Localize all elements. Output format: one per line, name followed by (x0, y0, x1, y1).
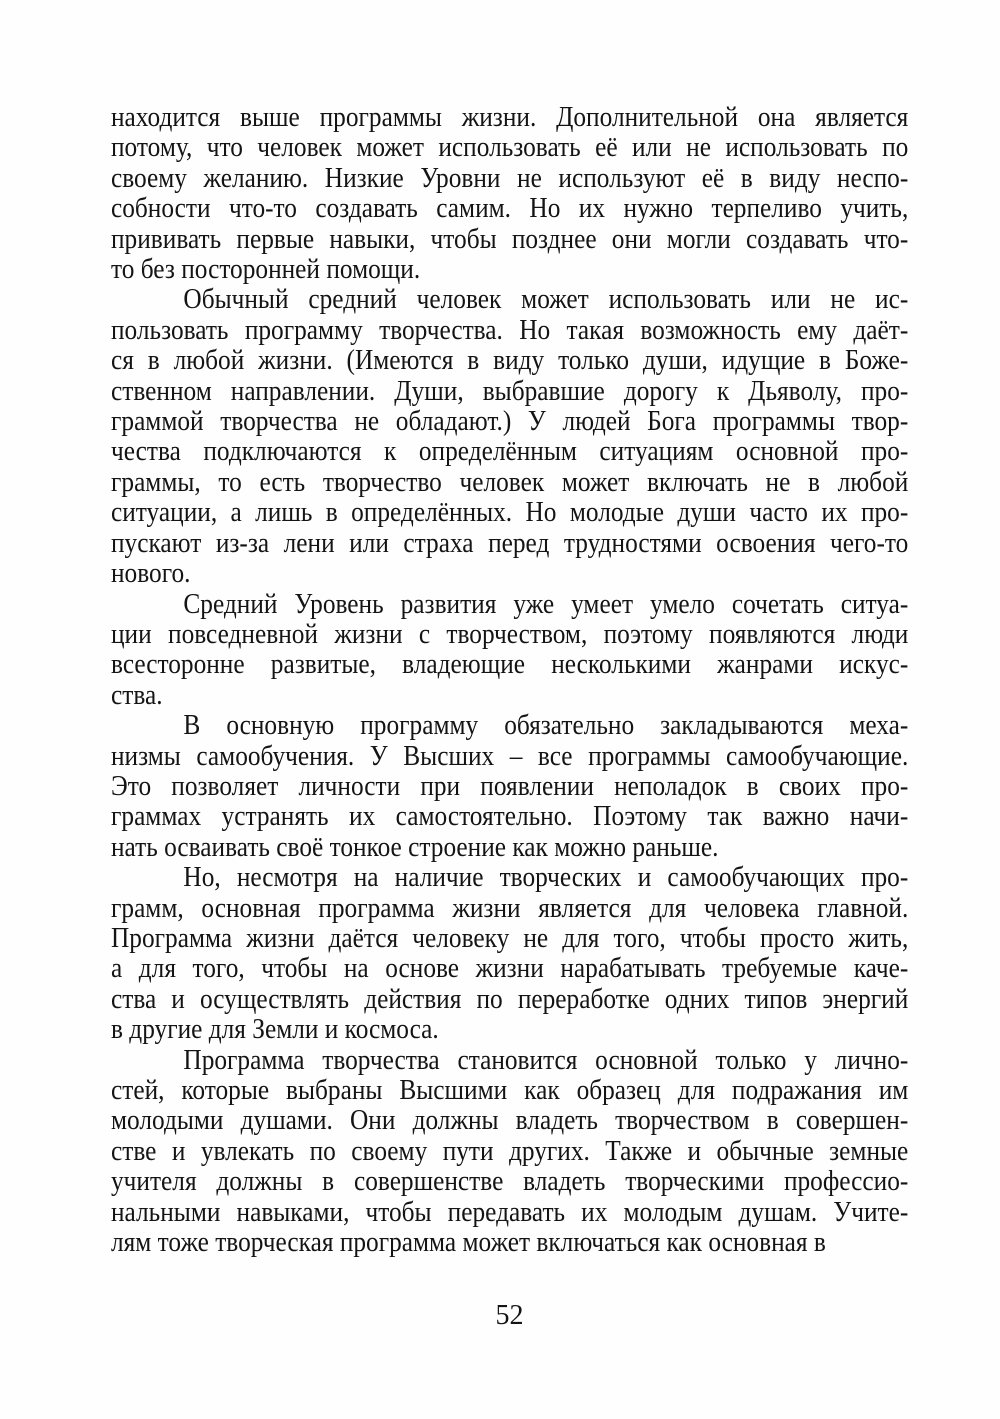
text-line: стве и увлекать по своему пути других. Также и обычные земные (111, 1136, 909, 1167)
text-line: ственном направлении. Души, выбравшие дорогу к Дьяволу, про- (111, 376, 909, 407)
text-line: граммах устранять их самостоятельно. Поэтому так важно начи- (111, 802, 909, 833)
text-line: нового. (111, 559, 191, 590)
paragraph (111, 863, 908, 1045)
text-line: потому, что человек может использовать её или не использовать по (111, 133, 909, 164)
text-line: ситуации, а лишь в определённых. Но молодые души часто их про- (111, 498, 909, 529)
text-line: чества подключаются к определённым ситуациям основной про- (111, 437, 909, 468)
paragraph (111, 590, 908, 712)
text-line: грамм, основная программа жизни является для человека главной. (111, 893, 909, 924)
text-line: нать осваивать своё тонкое строение как можно раньше. (111, 832, 719, 863)
text-line: ства. (111, 680, 163, 711)
text-line: Это позволяет личности при появлении неполадок в своих про- (111, 771, 909, 802)
text-line: стей, которые выбраны Высшими как образец для подражания им (111, 1076, 909, 1106)
paragraph (111, 711, 908, 863)
text-line: своему желанию. Низкие Уровни не используют её в виду неспо- (111, 163, 909, 194)
text-line: пускают из-за лени или страха перед трудностями освоения чего-то (111, 528, 909, 559)
text-line: нальными навыками, чтобы передавать их молодым душам. Учите- (111, 1197, 909, 1228)
text-line: Программа творчества становится основной только у лично- (183, 1045, 909, 1076)
text-line: молодыми душами. Они должны владеть творчеством в совершен- (111, 1106, 909, 1137)
text-line: Средний Уровень развития уже умеет умело сочетать ситуа- (183, 589, 909, 620)
text-line: пользовать программу творчества. Но такая возможность ему даёт- (111, 315, 909, 346)
text-line: а для того, чтобы на основе жизни нарабатывать требуемые каче- (111, 954, 909, 985)
paragraph (111, 285, 908, 589)
text-line: ся в любой жизни. (Имеются в виду только души, идущие в Боже- (111, 346, 909, 377)
text-line: Программа жизни даётся человеку не для того, чтобы просто жить, (111, 923, 909, 954)
text-line: ства и осуществлять действия по переработке одних типов энергий (111, 984, 909, 1015)
text-line: В основную программу обязательно закладываются меха- (183, 711, 909, 742)
text-line: учителя должны в совершенстве владеть творческими профессио- (111, 1167, 909, 1198)
text-line: Обычный средний человек может использовать или не ис- (183, 285, 909, 316)
paragraph (111, 103, 908, 285)
text-line: собности что-то создавать самим. Но их нужно терпеливо учить, (111, 194, 909, 225)
text-line: находится выше программы жизни. Дополнительной она является (111, 103, 909, 133)
text-line: в другие для Земли и космоса. (111, 1015, 439, 1046)
paragraph (111, 1046, 908, 1259)
page-number: 52 (495, 1300, 524, 1331)
text-line: граммой творчества не обладают.) У людей Бога программы твор- (111, 407, 909, 438)
text-line: то без посторонней помощи. (111, 255, 421, 286)
text-line: граммы, то есть творчество человек может включать не в любой (111, 467, 909, 498)
text-line: лям тоже творческая программа может включаться как основная в (111, 1228, 826, 1259)
text-line: низмы самообучения. У Высших – все программы самообучающие. (111, 741, 909, 772)
page-text (111, 103, 908, 1258)
text-line: прививать первые навыки, чтобы позднее они могли создавать что- (111, 224, 909, 255)
text-line: Но, несмотря на наличие творческих и самообучающих про- (183, 863, 909, 894)
text-line: ции повседневной жизни с творчеством, поэтому появляются люди (111, 619, 909, 650)
text-line: всесторонне развитые, владеющие несколькими жанрами искус- (111, 650, 909, 681)
